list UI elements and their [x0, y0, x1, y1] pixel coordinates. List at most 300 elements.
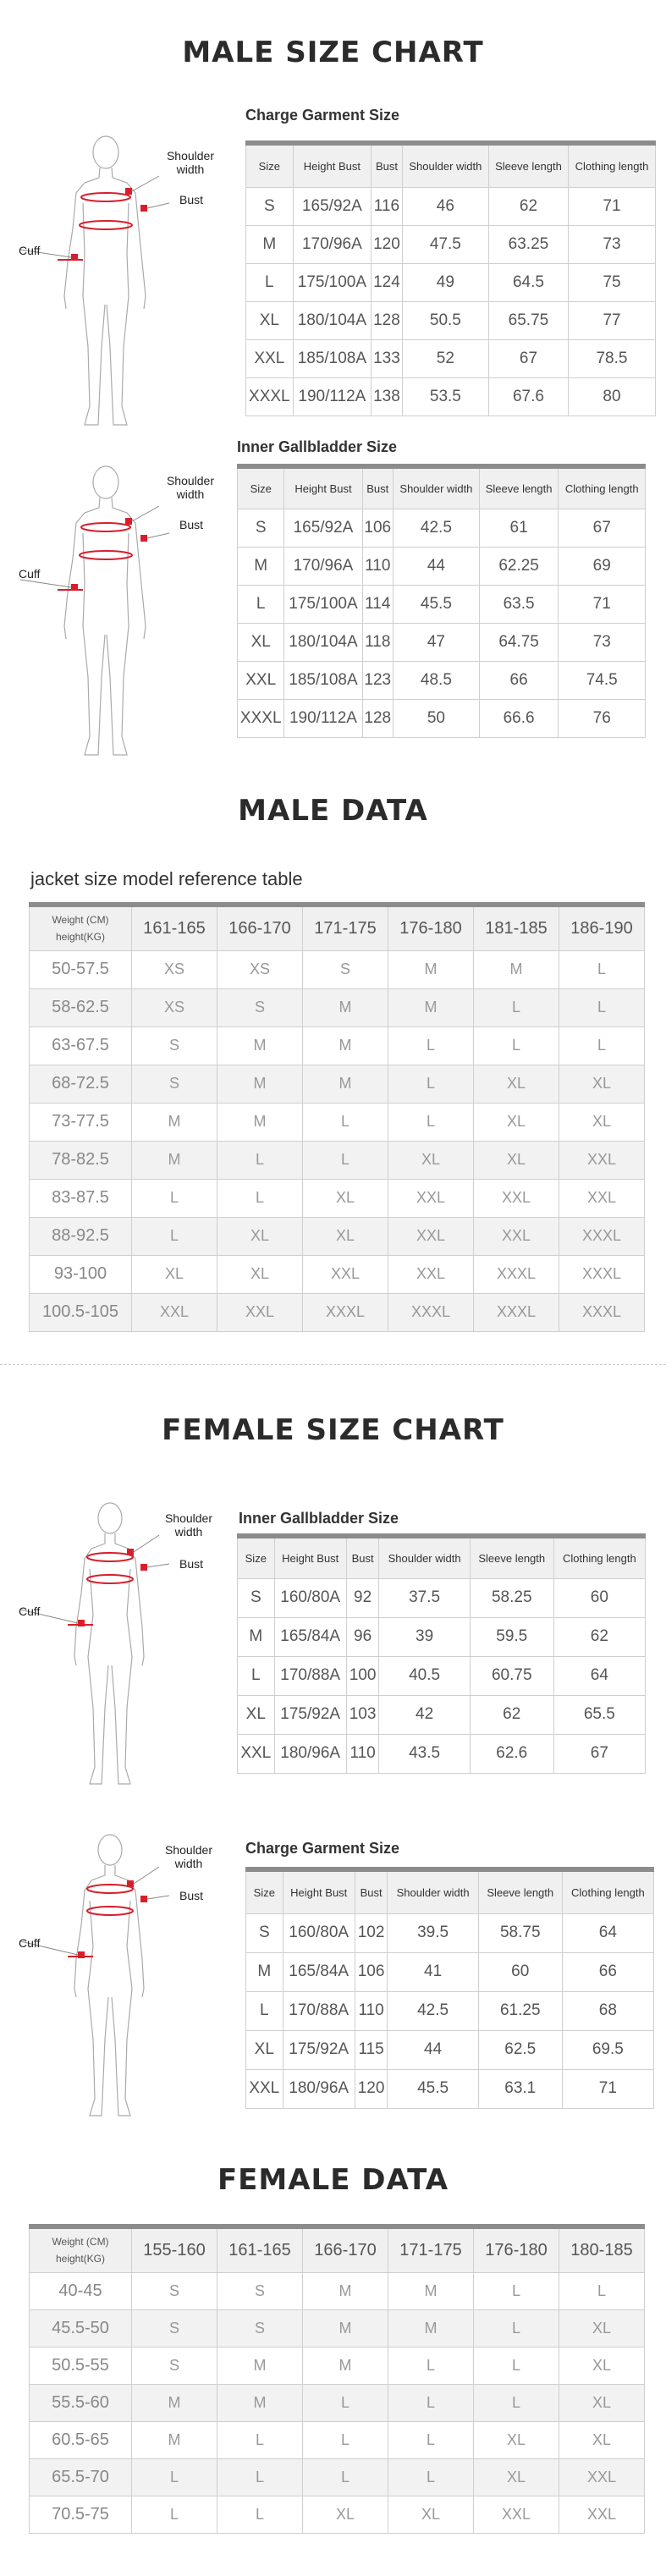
male-data-title: MALE DATA	[238, 794, 428, 828]
table-header-row	[30, 2226, 645, 2272]
column-header: Shoulder width	[402, 143, 488, 187]
size-cell: XL	[474, 1141, 559, 1179]
shoulder-width-label: Shoulder width	[166, 474, 215, 501]
size-cell: M	[303, 1027, 388, 1065]
male-data-subtitle: jacket size model reference table	[30, 868, 303, 889]
table-header-row	[246, 1869, 654, 1913]
table-cell: L	[246, 263, 294, 301]
table-cell: 62	[488, 187, 568, 225]
height-column-header: 171-175	[388, 2226, 474, 2272]
table-cell: 60.75	[470, 1656, 553, 1695]
size-cell: M	[303, 988, 388, 1027]
size-cell: M	[217, 2347, 303, 2384]
height-column-header: 166-170	[303, 2226, 388, 2272]
size-cell: M	[474, 950, 559, 988]
size-cell: M	[217, 1065, 303, 1103]
size-cell: M	[132, 2384, 217, 2421]
table-cell: 63.1	[478, 2069, 562, 2108]
column-header: Shoulder width	[379, 1536, 470, 1578]
table-cell: XL	[238, 623, 284, 661]
female-body-illustration	[17, 1828, 169, 2133]
size-cell: S	[217, 2272, 303, 2309]
table-cell: 62.25	[479, 547, 559, 585]
table-cell: 180/96A	[274, 1734, 346, 1773]
table-row	[238, 1695, 646, 1734]
table-row	[30, 2309, 645, 2347]
table-cell: 44	[394, 547, 480, 585]
size-cell: XL	[388, 2496, 474, 2533]
weight-row-header: 93-100	[30, 1255, 132, 1293]
table-row	[246, 2030, 654, 2069]
size-cell: XS	[132, 950, 217, 988]
size-cell: XXL	[474, 1217, 559, 1255]
table-row	[238, 1734, 646, 1773]
table-row	[30, 1027, 645, 1065]
size-cell: XS	[217, 950, 303, 988]
table-header-row	[246, 143, 656, 187]
column-header: Bust	[372, 143, 403, 187]
column-header: Height Bust	[293, 143, 371, 187]
size-cell: XXL	[474, 1179, 559, 1217]
size-cell: M	[217, 1027, 303, 1065]
size-cell: M	[132, 1103, 217, 1141]
table-cell: 133	[372, 339, 403, 377]
table-cell: XL	[238, 1695, 275, 1734]
table-cell: 62.5	[478, 2030, 562, 2069]
table-cell: 71	[568, 187, 655, 225]
size-cell: M	[388, 2309, 474, 2347]
size-cell: L	[474, 2347, 559, 2384]
table-row	[246, 1913, 654, 1952]
size-cell: L	[303, 1103, 388, 1141]
table-cell: 78.5	[568, 339, 655, 377]
table-cell: XXXL	[238, 699, 284, 737]
size-cell: L	[303, 1141, 388, 1179]
bust-label: Bust	[179, 193, 204, 206]
size-cell: S	[303, 950, 388, 988]
size-cell: XXXL	[559, 1255, 645, 1293]
table-cell: 66	[479, 661, 559, 699]
table-cell: 58.25	[470, 1578, 553, 1617]
size-cell: M	[303, 2347, 388, 2384]
table-cell: 50.5	[402, 301, 488, 339]
table-cell: 62.6	[470, 1734, 553, 1773]
table-cell: 185/108A	[293, 339, 371, 377]
column-header: Bust	[346, 1536, 379, 1578]
table-cell: 47.5	[402, 225, 488, 263]
table-row	[238, 1656, 646, 1695]
corner-header: Weight (CM) height(KG)	[30, 905, 132, 950]
table-cell: 59.5	[470, 1617, 553, 1656]
weight-row-header: 88-92.5	[30, 1217, 132, 1255]
table-cell: 175/100A	[293, 263, 371, 301]
table-cell: 67	[553, 1734, 645, 1773]
table-cell: 69.5	[562, 2030, 653, 2069]
column-header: Bust	[362, 466, 394, 509]
column-header: Bust	[355, 1869, 388, 1913]
table-row	[30, 1217, 645, 1255]
size-cell: XXXL	[474, 1255, 559, 1293]
height-column-header: 171-175	[303, 905, 388, 950]
female-figure-charge	[17, 1828, 169, 2133]
cuff-label: Cuff	[19, 1936, 41, 1950]
table-cell: M	[238, 547, 284, 585]
table-cell: 64.75	[479, 623, 559, 661]
table-cell: 128	[372, 301, 403, 339]
cuff-label: Cuff	[19, 244, 41, 257]
size-cell: XL	[559, 1103, 645, 1141]
table-cell: 175/92A	[274, 1695, 346, 1734]
table-row	[246, 377, 656, 416]
table-cell: 66	[562, 1952, 653, 1991]
table-cell: XXL	[246, 2069, 283, 2108]
column-header: Height Bust	[284, 466, 362, 509]
table-cell: 160/80A	[274, 1578, 346, 1617]
table-cell: 61	[479, 509, 559, 547]
table-cell: 60	[478, 1952, 562, 1991]
size-cell: M	[303, 2272, 388, 2309]
table-cell: XL	[246, 301, 294, 339]
corner-header: Weight (CM) height(KG)	[30, 2226, 132, 2272]
size-cell: M	[132, 2421, 217, 2458]
bust-label: Bust	[179, 1889, 204, 1902]
size-cell: L	[388, 1103, 474, 1141]
female-data-table	[29, 2224, 645, 2534]
size-cell: XXXL	[388, 1293, 474, 1331]
table-cell: 165/84A	[283, 1952, 355, 1991]
table-cell: 62	[470, 1695, 553, 1734]
column-header: Clothing length	[559, 466, 646, 509]
size-cell: XL	[474, 2421, 559, 2458]
table-row	[238, 1617, 646, 1656]
table-row	[30, 2421, 645, 2458]
table-cell: 40.5	[379, 1656, 470, 1695]
weight-row-header: 100.5-105	[30, 1293, 132, 1331]
table-cell: XXL	[246, 339, 294, 377]
male-size-chart-title: MALE SIZE CHART	[182, 36, 484, 69]
size-cell: XXL	[388, 1255, 474, 1293]
table-cell: 170/88A	[283, 1991, 355, 2030]
table-cell: 68	[562, 1991, 653, 2030]
size-cell: L	[388, 2458, 474, 2496]
size-cell: S	[217, 988, 303, 1027]
table-cell: 63.5	[479, 585, 559, 623]
female-inner-gallbladder-title: Inner Gallbladder Size	[239, 1510, 399, 1527]
size-cell: L	[559, 1027, 645, 1065]
table-cell: 185/108A	[284, 661, 362, 699]
table-cell: 62	[553, 1617, 645, 1656]
weight-row-header: 73-77.5	[30, 1103, 132, 1141]
table-cell: 180/104A	[284, 623, 362, 661]
table-header-row	[238, 1536, 646, 1578]
size-cell: XL	[559, 2309, 645, 2347]
size-cell: L	[217, 1141, 303, 1179]
size-cell: XL	[559, 2384, 645, 2421]
table-cell: S	[246, 1913, 283, 1952]
table-cell: XXXL	[246, 377, 294, 416]
table-cell: 39.5	[388, 1913, 478, 1952]
table-cell: 118	[362, 623, 394, 661]
size-cell: L	[474, 2272, 559, 2309]
size-cell: L	[559, 2272, 645, 2309]
table-cell: 53.5	[402, 377, 488, 416]
height-column-header: 176-180	[388, 905, 474, 950]
column-header: Sleeve length	[470, 1536, 553, 1578]
weight-row-header: 60.5-65	[30, 2421, 132, 2458]
male-inner-gallbladder-title: Inner Gallbladder Size	[237, 438, 398, 455]
size-cell: XXXL	[559, 1217, 645, 1255]
cuff-label: Cuff	[19, 567, 41, 581]
size-cell: L	[132, 2458, 217, 2496]
size-cell: L	[559, 950, 645, 988]
table-cell: 180/96A	[283, 2069, 355, 2108]
table-cell: 92	[346, 1578, 379, 1617]
table-cell: 73	[559, 623, 646, 661]
cuff-label: Cuff	[19, 1604, 41, 1618]
size-cell: L	[388, 2347, 474, 2384]
column-header: Size	[246, 1869, 283, 1913]
size-cell: L	[474, 1027, 559, 1065]
table-row	[246, 263, 656, 301]
table-cell: 170/88A	[274, 1656, 346, 1695]
table-row	[238, 509, 646, 547]
size-cell: XXXL	[474, 1293, 559, 1331]
section-divider	[0, 1364, 666, 1365]
size-cell: L	[388, 2421, 474, 2458]
size-cell: M	[388, 2272, 474, 2309]
table-cell: XXL	[238, 1734, 275, 1773]
table-cell: 110	[355, 1991, 388, 2030]
size-cell: XXL	[303, 1255, 388, 1293]
table-cell: 106	[355, 1952, 388, 1991]
bust-label: Bust	[179, 518, 204, 531]
table-row	[30, 1103, 645, 1141]
size-cell: M	[388, 950, 474, 988]
bust-label: Bust	[179, 1557, 204, 1571]
table-cell: 61.25	[478, 1991, 562, 2030]
height-column-header: 166-170	[217, 905, 303, 950]
column-header: Sleeve length	[478, 1869, 562, 1913]
table-row	[30, 2384, 645, 2421]
male-charge-garment-table	[245, 140, 656, 416]
column-header: Size	[238, 466, 284, 509]
size-cell: XXL	[559, 2458, 645, 2496]
table-cell: 67	[488, 339, 568, 377]
table-cell: 60	[553, 1578, 645, 1617]
size-cell: XXL	[474, 2496, 559, 2533]
size-cell: L	[132, 1217, 217, 1255]
size-cell: XL	[303, 1217, 388, 1255]
size-cell: XXL	[388, 1217, 474, 1255]
size-cell: XXL	[132, 1293, 217, 1331]
column-header: Sleeve length	[488, 143, 568, 187]
column-header: Sleeve length	[479, 466, 559, 509]
size-cell: XXL	[388, 1179, 474, 1217]
column-header: Size	[238, 1536, 275, 1578]
table-cell: 71	[559, 585, 646, 623]
size-cell: XXL	[217, 1293, 303, 1331]
table-cell: 170/96A	[284, 547, 362, 585]
height-column-header: 176-180	[474, 2226, 559, 2272]
size-cell: XL	[303, 1179, 388, 1217]
table-cell: 180/104A	[293, 301, 371, 339]
table-cell: 45.5	[388, 2069, 478, 2108]
table-cell: 128	[362, 699, 394, 737]
table-cell: 49	[402, 263, 488, 301]
size-cell: L	[388, 1065, 474, 1103]
table-row	[30, 1179, 645, 1217]
table-cell: 102	[355, 1913, 388, 1952]
table-row	[30, 2347, 645, 2384]
size-cell: L	[132, 1179, 217, 1217]
table-cell: M	[246, 225, 294, 263]
height-column-header: 161-165	[217, 2226, 303, 2272]
table-cell: 138	[372, 377, 403, 416]
table-row	[30, 950, 645, 988]
size-cell: XL	[559, 2347, 645, 2384]
size-cell: XL	[559, 1065, 645, 1103]
column-header: Clothing length	[553, 1536, 645, 1578]
size-cell: L	[388, 2384, 474, 2421]
table-cell: 114	[362, 585, 394, 623]
table-cell: 76	[559, 699, 646, 737]
size-cell: L	[217, 2421, 303, 2458]
height-column-header: 181-185	[474, 905, 559, 950]
table-cell: 96	[346, 1617, 379, 1656]
table-cell: 46	[402, 187, 488, 225]
table-cell: 106	[362, 509, 394, 547]
size-cell: XL	[132, 1255, 217, 1293]
table-cell: 123	[362, 661, 394, 699]
height-column-header: 155-160	[132, 2226, 217, 2272]
table-row	[30, 1255, 645, 1293]
size-cell: S	[132, 2309, 217, 2347]
table-cell: 190/112A	[284, 699, 362, 737]
column-header: Clothing length	[562, 1869, 653, 1913]
female-figure-inner	[17, 1496, 169, 1801]
table-cell: S	[238, 1578, 275, 1617]
size-cell: L	[474, 2384, 559, 2421]
female-body-illustration	[17, 1496, 169, 1801]
table-cell: 66.6	[479, 699, 559, 737]
table-cell: L	[238, 585, 284, 623]
table-row	[30, 2458, 645, 2496]
table-row	[30, 1141, 645, 1179]
size-cell: S	[132, 1027, 217, 1065]
female-inner-gallbladder-table	[237, 1533, 646, 1774]
size-cell: XL	[217, 1217, 303, 1255]
weight-row-header: 58-62.5	[30, 988, 132, 1027]
female-size-chart-title: FEMALE SIZE CHART	[162, 1413, 504, 1447]
table-row	[238, 699, 646, 737]
table-cell: 73	[568, 225, 655, 263]
table-cell: 42.5	[394, 509, 480, 547]
table-cell: M	[246, 1952, 283, 1991]
table-header-row	[30, 905, 645, 950]
shoulder-width-label: Shoulder width	[164, 1843, 213, 1870]
table-cell: 67.6	[488, 377, 568, 416]
table-cell: 52	[402, 339, 488, 377]
size-cell: S	[132, 1065, 217, 1103]
height-column-header: 186-190	[559, 905, 645, 950]
male-body-illustration	[17, 127, 169, 440]
weight-row-header: 68-72.5	[30, 1065, 132, 1103]
table-cell: 48.5	[394, 661, 480, 699]
size-cell: XXL	[559, 2496, 645, 2533]
table-cell: 115	[355, 2030, 388, 2069]
table-cell: 120	[372, 225, 403, 263]
table-cell: 77	[568, 301, 655, 339]
table-cell: 75	[568, 263, 655, 301]
column-header: Shoulder width	[394, 466, 480, 509]
male-figure-charge	[17, 127, 169, 440]
table-row	[30, 988, 645, 1027]
table-cell: 110	[346, 1734, 379, 1773]
table-row	[246, 339, 656, 377]
table-row	[246, 1952, 654, 1991]
weight-row-header: 50.5-55	[30, 2347, 132, 2384]
table-cell: 120	[355, 2069, 388, 2108]
weight-row-header: 78-82.5	[30, 1141, 132, 1179]
table-cell: L	[246, 1991, 283, 2030]
height-column-header: 161-165	[132, 905, 217, 950]
table-cell: 63.25	[488, 225, 568, 263]
weight-row-header: 45.5-50	[30, 2309, 132, 2347]
size-cell: L	[303, 2421, 388, 2458]
weight-row-header: 40-45	[30, 2272, 132, 2309]
table-cell: 47	[394, 623, 480, 661]
table-cell: 44	[388, 2030, 478, 2069]
male-figure-inner	[17, 457, 169, 770]
table-cell: 42.5	[388, 1991, 478, 2030]
table-cell: 58.75	[478, 1913, 562, 1952]
table-cell: 65.5	[553, 1695, 645, 1734]
table-row	[238, 547, 646, 585]
size-cell: L	[217, 2458, 303, 2496]
size-cell: S	[217, 2309, 303, 2347]
size-cell: L	[474, 2309, 559, 2347]
table-row	[30, 2496, 645, 2533]
table-row	[238, 623, 646, 661]
weight-row-header: 65.5-70	[30, 2458, 132, 2496]
male-inner-gallbladder-table	[237, 464, 646, 738]
size-cell: S	[132, 2347, 217, 2384]
male-charge-garment-title: Charge Garment Size	[245, 107, 400, 124]
table-row	[238, 1578, 646, 1617]
column-header: Height Bust	[283, 1869, 355, 1913]
table-cell: 45.5	[394, 585, 480, 623]
shoulder-width-label: Shoulder width	[164, 1511, 213, 1538]
table-row	[246, 301, 656, 339]
table-cell: 50	[394, 699, 480, 737]
size-cell: L	[217, 1179, 303, 1217]
table-cell: 41	[388, 1952, 478, 1991]
table-cell: 67	[559, 509, 646, 547]
table-cell: 110	[362, 547, 394, 585]
table-row	[246, 187, 656, 225]
table-header-row	[238, 466, 646, 509]
table-cell: 165/84A	[274, 1617, 346, 1656]
size-cell: M	[388, 988, 474, 1027]
table-cell: 124	[372, 263, 403, 301]
table-cell: 42	[379, 1695, 470, 1734]
table-cell: 74.5	[559, 661, 646, 699]
weight-row-header: 83-87.5	[30, 1179, 132, 1217]
table-cell: 80	[568, 377, 655, 416]
table-cell: 160/80A	[283, 1913, 355, 1952]
size-cell: L	[303, 2384, 388, 2421]
table-cell: 39	[379, 1617, 470, 1656]
